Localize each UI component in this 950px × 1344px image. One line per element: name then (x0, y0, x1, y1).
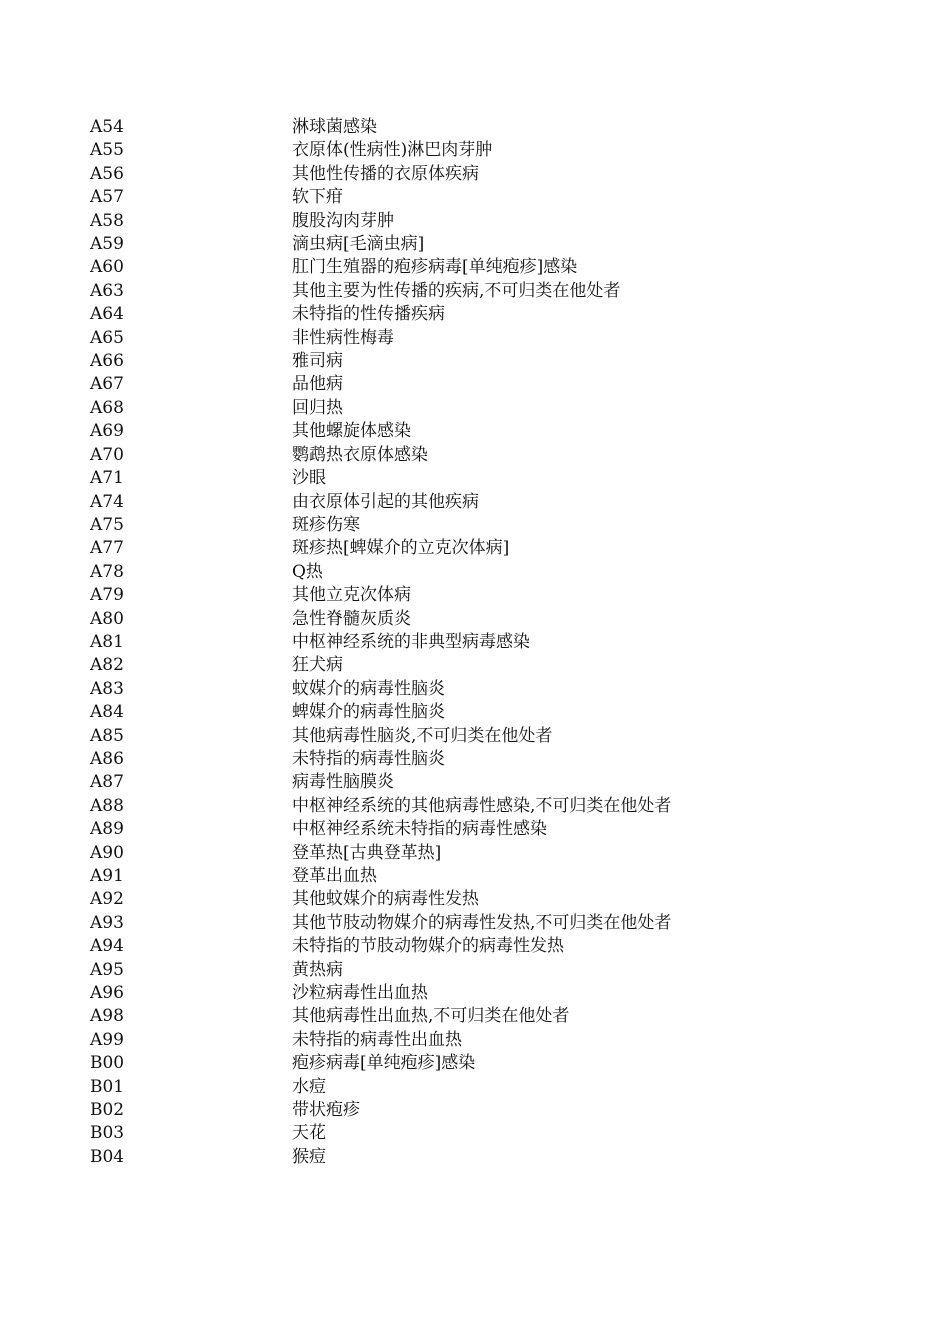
table-row (90, 842, 730, 865)
table-row (90, 1099, 730, 1122)
table-row (90, 350, 730, 373)
disease-code: B04 (90, 1146, 125, 1167)
disease-description: 疱疹病毒[单纯疱疹]感染 (292, 1053, 476, 1074)
disease-description: 中枢神经系统未特指的病毒性感染 (292, 819, 547, 840)
table-row (90, 444, 730, 467)
table-row (90, 537, 730, 560)
table-row (90, 233, 730, 256)
disease-code: A71 (90, 468, 124, 489)
disease-code: A67 (90, 374, 124, 395)
table-row (90, 303, 730, 326)
table-row (90, 631, 730, 654)
disease-code: A86 (90, 748, 124, 769)
disease-code: A90 (90, 842, 124, 863)
disease-description: 蚊媒介的病毒性脑炎 (292, 678, 445, 699)
table-row (90, 865, 730, 888)
disease-code: A66 (90, 351, 124, 372)
disease-code: A92 (90, 889, 124, 910)
disease-description: 衣原体(性病性)淋巴肉芽肿 (292, 140, 493, 161)
disease-description: 带状疱疹 (292, 1100, 360, 1121)
table-row (90, 373, 730, 396)
disease-code: A65 (90, 327, 124, 348)
disease-code: A84 (90, 702, 124, 723)
disease-description: 其他病毒性脑炎,不可归类在他处者 (292, 725, 553, 746)
disease-description: 水痘 (292, 1076, 326, 1097)
disease-description: 未特指的病毒性脑炎 (292, 748, 445, 769)
disease-description: 蜱媒介的病毒性脑炎 (292, 702, 445, 723)
disease-description: 肛门生殖器的疱疹病毒[单纯疱疹]感染 (292, 257, 578, 278)
disease-description: 淋球菌感染 (292, 117, 377, 137)
disease-description: 滴虫病[毛滴虫病] (292, 234, 425, 255)
table-row (90, 1076, 730, 1099)
disease-code: A94 (90, 936, 124, 957)
disease-description: 沙粒病毒性出血热 (292, 983, 428, 1004)
disease-description: 猴痘 (292, 1146, 326, 1167)
disease-description: 登革热[古典登革热] (292, 842, 442, 863)
disease-description: 未特指的节肢动物媒介的病毒性发热 (292, 936, 564, 957)
disease-description: 非性病性梅毒 (292, 327, 394, 348)
table-row (90, 1029, 730, 1052)
disease-code: A80 (90, 608, 124, 629)
disease-code: A54 (90, 117, 124, 137)
table-row (90, 608, 730, 631)
disease-code: B02 (90, 1100, 125, 1121)
disease-code: A58 (90, 210, 124, 231)
disease-description: 中枢神经系统的其他病毒性感染,不可归类在他处者 (292, 795, 672, 816)
disease-description: Q热 (292, 561, 323, 582)
disease-code: A75 (90, 514, 124, 535)
table-row (90, 1122, 730, 1145)
disease-description: 腹股沟肉芽肿 (292, 210, 394, 231)
disease-code: A78 (90, 561, 124, 582)
disease-description: 黄热病 (292, 959, 343, 980)
disease-description: 鹦鹉热衣原体感染 (292, 444, 428, 465)
disease-description: 品他病 (292, 374, 343, 395)
disease-description: 其他螺旋体感染 (292, 421, 411, 442)
disease-code: A91 (90, 866, 124, 886)
disease-code: A85 (90, 725, 124, 746)
disease-code: A74 (90, 491, 124, 512)
disease-description: 斑疹伤寒 (292, 514, 360, 535)
table-row (90, 467, 730, 490)
table-row (90, 116, 730, 139)
table-row (90, 1005, 730, 1028)
disease-code: A56 (90, 163, 124, 184)
disease-description: 回归热 (292, 397, 343, 418)
disease-code: A55 (90, 140, 124, 161)
disease-code: A96 (90, 983, 124, 1004)
disease-code: A70 (90, 444, 124, 465)
disease-code: A82 (90, 655, 124, 676)
disease-description: 其他节肢动物媒介的病毒性发热,不可归类在他处者 (292, 912, 672, 933)
disease-description: 病毒性脑膜炎 (292, 772, 394, 793)
table-row (90, 678, 730, 701)
table-row (90, 795, 730, 818)
disease-code: A99 (90, 1029, 124, 1050)
disease-code: A69 (90, 421, 124, 442)
table-row (90, 912, 730, 935)
disease-code: A81 (90, 631, 124, 652)
table-row (90, 561, 730, 584)
disease-code: A60 (90, 257, 124, 278)
table-row (90, 959, 730, 982)
table-row (90, 397, 730, 420)
table-row (90, 748, 730, 771)
disease-code: A93 (90, 912, 124, 933)
disease-description: 斑疹热[蜱媒介的立克次体病] (292, 538, 510, 559)
disease-description: 由衣原体引起的其他疾病 (292, 491, 479, 512)
table-row (90, 491, 730, 514)
disease-code: B00 (90, 1053, 125, 1074)
table-row (90, 514, 730, 537)
disease-code: A63 (90, 280, 124, 301)
disease-code: A83 (90, 678, 124, 699)
table-row (90, 1052, 730, 1075)
disease-description: 雅司病 (292, 351, 343, 372)
table-row (90, 1146, 730, 1169)
disease-description: 其他立克次体病 (292, 585, 411, 606)
table-row (90, 701, 730, 724)
disease-code: A59 (90, 234, 124, 255)
disease-code: A95 (90, 959, 124, 980)
disease-code: A57 (90, 187, 124, 208)
disease-description: 中枢神经系统的非典型病毒感染 (292, 631, 530, 652)
table-row (90, 982, 730, 1005)
disease-code: B03 (90, 1123, 125, 1144)
disease-description: 未特指的病毒性出血热 (292, 1029, 462, 1050)
disease-description: 沙眼 (292, 468, 326, 489)
disease-code: A68 (90, 397, 124, 418)
table-row (90, 186, 730, 209)
disease-code: A77 (90, 538, 124, 559)
table-row (90, 163, 730, 186)
disease-description: 狂犬病 (292, 655, 343, 676)
disease-code: A89 (90, 819, 124, 840)
table-row (90, 654, 730, 677)
disease-description: 软下疳 (292, 187, 343, 208)
disease-description: 其他性传播的衣原体疾病 (292, 163, 479, 184)
table-row (90, 771, 730, 794)
table-row (90, 256, 730, 279)
table-row (90, 935, 730, 958)
disease-description: 其他主要为性传播的疾病,不可归类在他处者 (292, 280, 621, 301)
disease-code: A98 (90, 1006, 124, 1027)
disease-description: 急性脊髓灰质炎 (292, 608, 411, 629)
table-row (90, 818, 730, 841)
code-table (90, 116, 730, 1169)
disease-code: B01 (90, 1076, 125, 1097)
disease-code: A88 (90, 795, 124, 816)
table-row (90, 420, 730, 443)
table-row (90, 725, 730, 748)
disease-code: A64 (90, 304, 124, 325)
table-row (90, 139, 730, 162)
disease-description: 天花 (292, 1123, 326, 1144)
disease-description: 其他蚊媒介的病毒性发热 (292, 889, 479, 910)
table-row (90, 584, 730, 607)
disease-description: 登革出血热 (292, 866, 377, 886)
disease-code: A87 (90, 772, 124, 793)
disease-description: 其他病毒性出血热,不可归类在他处者 (292, 1006, 570, 1027)
disease-code: A79 (90, 585, 124, 606)
table-row (90, 210, 730, 233)
table-row (90, 280, 730, 303)
table-row (90, 888, 730, 911)
table-row (90, 327, 730, 350)
disease-description: 未特指的性传播疾病 (292, 304, 445, 325)
